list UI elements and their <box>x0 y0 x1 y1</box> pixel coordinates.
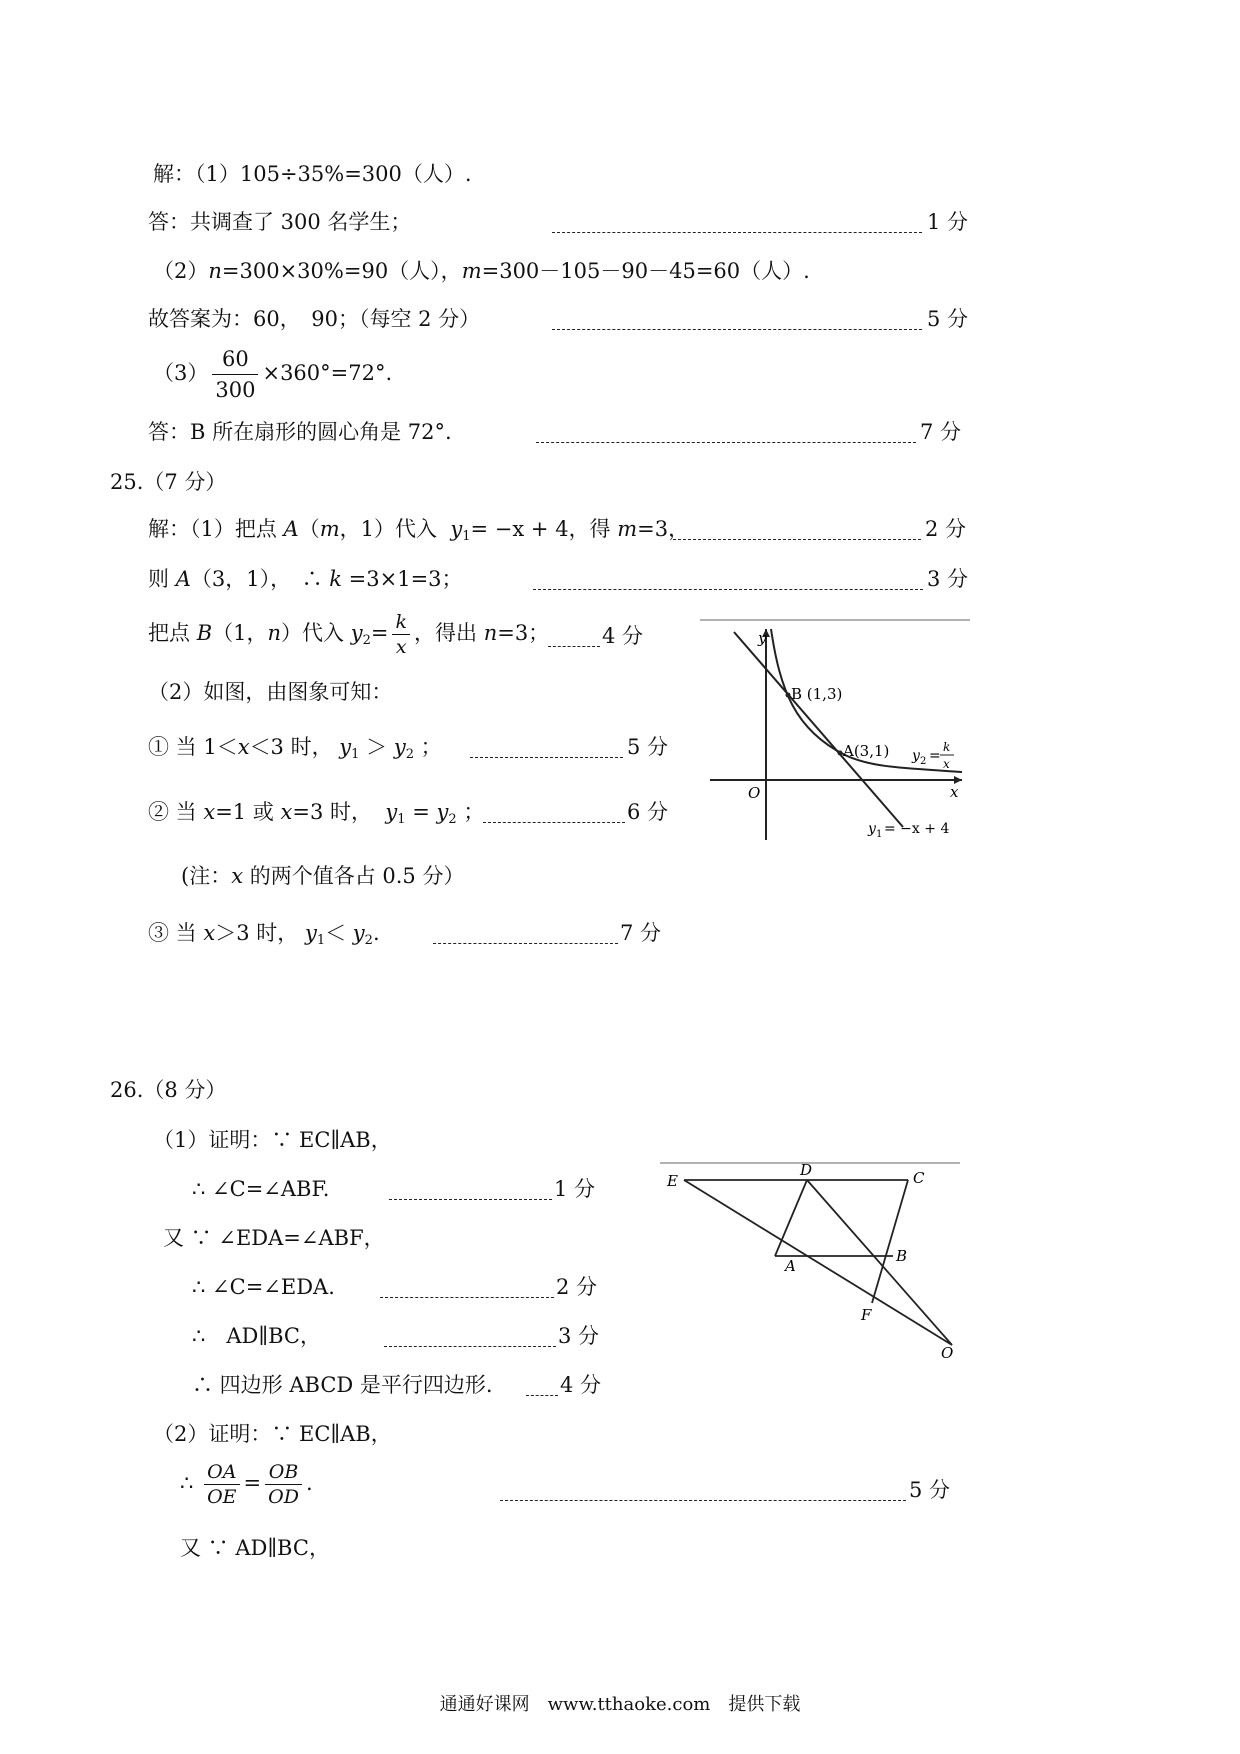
score-leader <box>500 1500 906 1501</box>
q26-line-4: ∴ ∠C=∠EDA. <box>192 1275 335 1299</box>
label-b: B <box>896 1247 908 1265</box>
q24-line-2: 答：共调查了 300 名学生； <box>148 210 412 234</box>
curve-label-y: y <box>912 748 920 764</box>
q25-line-3: 把点 B（1，n）代入 $y_2=$ $\frac{k}{x}$ ，得出 n=3； <box>148 611 550 658</box>
label-a: A <box>785 1257 796 1275</box>
q25-line-1: 解：（1）把点 A（m，1）代入 $y_1= -x + 4$，得 m=3， <box>148 517 690 544</box>
line-label-sub: 1 <box>876 829 883 840</box>
q26-line-5: ∴ AD∥BC， <box>192 1324 321 1348</box>
function-graph <box>700 615 970 845</box>
point-b-label: B (1,3) <box>791 685 843 703</box>
score-5: 5 分 <box>927 307 969 331</box>
segment-do <box>807 1180 952 1345</box>
fraction-k-over-x: $\frac{k}{x}$ <box>392 610 410 659</box>
score-1: 1 分 <box>927 210 969 234</box>
segment-eo <box>684 1180 952 1345</box>
score-leader <box>552 232 922 233</box>
score-leader <box>673 539 921 540</box>
q25-title: 25.（7 分） <box>110 470 227 494</box>
score-leader <box>552 329 922 330</box>
segment-da <box>775 1180 807 1256</box>
curve-label-sub: 2 <box>920 756 927 767</box>
point-a <box>838 751 843 756</box>
score-leader <box>384 1346 556 1347</box>
score-3: 3 分 <box>927 567 969 591</box>
q26-line-3: 又 ∵ ∠EDA=∠ABF， <box>163 1226 385 1250</box>
score-leader <box>433 943 618 944</box>
q26-line-1: （1）证明：∵ EC∥AB， <box>153 1128 392 1152</box>
q25-line-8: ③ 当 x＞3 时， $y_1< y_2$. <box>148 921 380 948</box>
x-axis-label: x <box>950 783 959 801</box>
label-d: D <box>800 1161 813 1179</box>
label-c: C <box>913 1169 925 1187</box>
q24-line-6: 答：B 所在扇形的圆心角是 72°. <box>148 420 452 444</box>
score-7: 7 分 <box>620 921 662 945</box>
label-o: O <box>941 1344 954 1360</box>
label-e: E <box>667 1172 678 1190</box>
score-leader <box>483 822 625 823</box>
q25-line-4: （2）如图，由图象可知： <box>148 680 393 704</box>
score-5: 5 分 <box>909 1478 951 1502</box>
curve-label-x: x <box>943 757 950 771</box>
q26-line-6: ∴ 四边形 ABCD 是平行四边形. <box>192 1373 493 1397</box>
q26-line-7: （2）证明：∵ EC∥AB， <box>153 1422 392 1446</box>
score-3: 3 分 <box>558 1324 600 1348</box>
q26-line-2: ∴ ∠C=∠ABF. <box>192 1177 330 1201</box>
q25-line-5: ① 当 1＜x＜3 时， $y_1 > y_2$ ； <box>148 735 442 762</box>
line-label-y: y <box>868 821 876 837</box>
q24-line-4: 故答案为：60， 90；（每空 2 分） <box>148 307 481 331</box>
curve-label-eq: = <box>929 748 941 764</box>
point-a-label: A(3,1) <box>843 742 890 760</box>
score-6: 6 分 <box>627 800 669 824</box>
origin-label: O <box>748 784 761 802</box>
score-2: 2 分 <box>925 517 967 541</box>
q24-line-1: 解：（1）105÷35%=300（人）. <box>153 162 472 186</box>
q24-line-3: （2）n=300×30%=90（人），m=300－105－90－45=60（人）. <box>153 259 810 283</box>
q26-line-9: 又 ∵ AD∥BC， <box>180 1536 330 1560</box>
score-5: 5 分 <box>627 735 669 759</box>
fraction-60-300: $\frac{60}{300}$ <box>212 344 258 405</box>
score-7: 7 分 <box>920 420 962 444</box>
geometry-figure <box>660 1155 960 1360</box>
q25-line-6: ② 当 x=1 或 x=3 时， $y_1 = y_2$ ； <box>148 800 485 827</box>
fraction-oa-oe: $\frac{OA}{OE}$ <box>204 1460 239 1509</box>
line-label-eq: = −x + 4 <box>884 821 950 837</box>
q25-note: (注：x 的两个值各占 0.5 分） <box>181 864 465 888</box>
page-footer: 通通好课网 www.tthaoke.com 提供下载 <box>439 1694 801 1715</box>
score-leader <box>389 1199 552 1200</box>
q26-title: 26.（8 分） <box>110 1078 227 1102</box>
curve-label-k: k <box>943 740 951 754</box>
score-2: 2 分 <box>556 1275 598 1299</box>
score-4: 4 分 <box>560 1373 602 1397</box>
score-leader <box>548 646 600 647</box>
fraction-ob-od: $\frac{OB}{OD}$ <box>265 1460 302 1509</box>
score-leader <box>526 1395 558 1396</box>
label-f: F <box>861 1306 872 1324</box>
point-b <box>786 693 791 698</box>
q24-line-5: （3） $\frac{60}{300}$ ×360°=72°. <box>153 344 392 405</box>
score-4: 4 分 <box>602 624 644 648</box>
score-leader <box>536 442 916 443</box>
score-1: 1 分 <box>554 1177 596 1201</box>
score-leader <box>533 589 923 590</box>
score-leader <box>380 1297 554 1298</box>
q26-line-8: ∴ $\frac{OA}{OE}$ = $\frac{OB}{OD}$ . <box>180 1461 313 1508</box>
score-leader <box>470 757 623 758</box>
y-axis-label: y <box>758 629 767 647</box>
q25-line-2: 则 A（3，1）， ∴ k =3×1=3； <box>148 567 463 591</box>
segment-cf <box>872 1180 908 1303</box>
